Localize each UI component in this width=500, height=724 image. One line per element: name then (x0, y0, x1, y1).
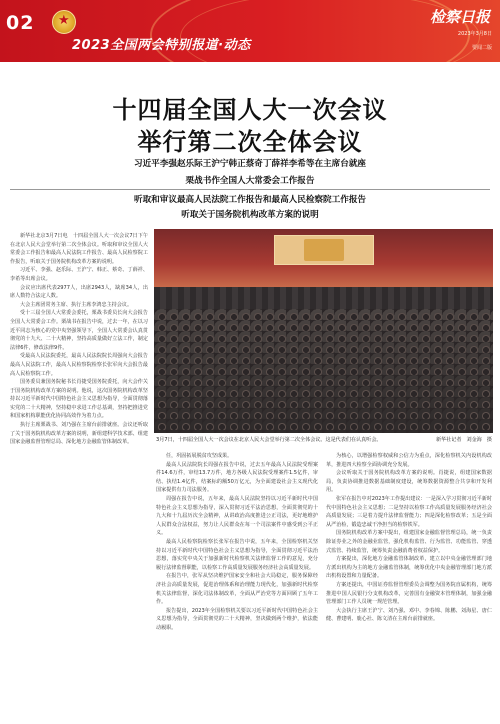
assembly-hall-photo (154, 229, 493, 433)
paragraph: 会议听取关于国务院机构改革方案的说明。肖捷说，组建国家数据局，负责协调推进数据基础制度建设，统筹数据资源整合共享和开发利用。 (326, 470, 492, 494)
paragraph: 任，巩固拓展脱贫攻坚成果。 (166, 453, 233, 459)
page-masthead (0, 0, 500, 62)
paragraph: 会议应出席代表2977人，出席2943人，缺席34人，出席人数符合法定人数。 (10, 284, 148, 300)
article-column-3 (326, 452, 492, 718)
delegates-crowd (154, 309, 493, 433)
paragraph: 大会执行主席王沪宁、刘乃强、邓中、李春锦、陈鹏、刘海星、唐仁健、曹建明、鹿心社、陈文清在主席台前排就座。 (326, 607, 492, 623)
issue-date: 2023年3月8日 (457, 31, 492, 37)
paragraph: 报告提出，2023年全国检察机关要以习近平新时代中国特色社会主义思想为指导，全面贯彻党的二十大精神，坚决做到两个维护，依法能动履职。 (156, 607, 318, 631)
photo-credit: 新华社记者 刘金海 摄 (435, 437, 492, 443)
subheadline: 听取和审议最高人民法院工作报告和最高人民检察院工作报告 (133, 195, 367, 205)
paragraph: 在报告中，张军从坚决维护国家安全和社会大局稳定，服务保障经济社会高质量发展，促进治理体系和治理能力现代化，加强新时代检察机关法律监督，深化司法体制改革，全面从严治党等方面回顾了五年工作。 (156, 573, 318, 606)
paragraph: 执行主席栗战书、刘乃强在主席台前排就座。会议还听取了关于国务院机构改革方案的说明，新组建科学技术部、组建国家金融监督管理总局、深化地方金融监管体制改革。 (10, 422, 148, 446)
headline-line-2: 举行第二次全体会议 (137, 127, 363, 156)
paragraph: 受最高人民法院委托，最高人民法院院长周强向大会报告最高人民法院工作，最高人民检察院检察长张军向大会报告最高人民检察院工作。 (10, 353, 148, 377)
paragraph: 周强在报告中说，五年来，最高人民法院坚持以习近平新时代中国特色社会主义思想为指导，深入贯彻习近平法治思想，全面贯彻党的十九大和十九届历次全会精神，从讲政治高度推进公正司法，更好地维护人民群众合法权益，努力让人民群众在每一个司法案件中感受到公平正义。 (156, 495, 318, 537)
paragraph: 大会主席团常务主席、执行主席李鸿忠主持会议。 (20, 301, 133, 308)
rostrum (154, 287, 493, 309)
paragraph: 国务委员兼国务院秘书长肖捷受国务院委托，向大会作关于国务院机构改革方案的说明。他说，这次国务院机构改革坚持以习近平新时代中国特色社会主义思想为指导，全面贯彻落实党的二十大精神，坚持稳中求进工作总基调，坚持把推进党和国家机构职能优化协同高效作为着力点。 (10, 379, 148, 420)
page-desk: 要闻二版 (471, 45, 492, 51)
stage-emblem (304, 239, 344, 261)
paragraph: 张军在报告中对2023年工作提出建议：一是深入学习贯彻习近平新时代中国特色社会主义思想；二是坚持以检察工作高质量发展服务经济社会高质量发展；三是着力提升法律监督能力；四是深化检察改革；五是全面从严治检，锻造忠诚干净担当的检察铁军。 (326, 495, 492, 528)
photo-caption (156, 437, 492, 444)
paragraph: 方案还提出，中国证券监督管理委员会调整为国务院直属机构，统筹推进中国人民银行分支机构改革，完善国有金融资本管理体制，加强金融管理部门工作人员统一规范管理。 (326, 581, 492, 606)
divider (10, 189, 490, 190)
paragraph: 方案提出，深化地方金融监管体制改革，建立以中央金融管理部门地方派出机构为主的地方金融监管体制，统筹优化中央金融管理部门地方派出机构设置和力量配备。 (326, 556, 492, 580)
newspaper-logo: 检察日报 (429, 8, 490, 26)
subheadline: 习近平李强赵乐际王沪宁韩正蔡奇丁薛祥李希等在主席台就座 (133, 159, 367, 169)
article-column-2 (156, 452, 318, 718)
paragraph: 最高人民检察院检察长张军在报告中说，五年来，全国检察机关坚持以习近平新时代中国特色社会主义思想为指导，全面贯彻习近平法治思想，落实党中央关于加强新时代检察机关法律监督工作的意见，充分履行法律监督职能，以检察工作高质量发展服务经济社会高质量发展。 (156, 538, 318, 571)
subheadline: 栗战书作全国人大常委会工作报告 (185, 176, 315, 186)
subheadline: 听取关于国务院机构改革方案的说明 (181, 210, 319, 220)
section-title: 2023全国两会特别报道·动态 (72, 38, 251, 53)
paragraph: 最高人民法院院长周强在报告中说，过去五年最高人民法院受理案件14.6万件，审结13.7万件，地方各级人民法院受理案件1.5亿件，审结、执结1.4亿件，结案标的额50万亿元，为全面建设社会主义现代化国家提供有力司法服务。 (156, 461, 318, 494)
article-column-1 (10, 232, 148, 718)
headline-line-1: 十四届全国人大一次会议 (112, 95, 388, 124)
national-emblem-icon (52, 10, 76, 34)
paragraph: 习近平、李强、赵乐际、王沪宁、韩正、蔡奇、丁薛祥、李希等出席会议。 (10, 267, 148, 282)
paragraph: 国务院机构改革方案中提出，组建国家金融监督管理总局，统一负责除证券业之外的金融业监管，强化机构监管、行为监管、功能监管、穿透式监管、持续监管，统筹负责金融消费者权益保护。 (326, 530, 492, 554)
caption-text: 3月7日，十四届全国人大一次会议在北京人民大会堂举行第二次全体会议。这是代表们在认真听会。 (156, 437, 382, 443)
paragraph: 受十三届全国人大常委会委托，栗战书委员长向大会报告全国人大常委会工作。栗战书在报告中说，过去一年，在以习近平同志为核心的党中央坚强领导下，全国人大常委会认真贯彻党的十九大、二十大精神，坚持高质量做好立法工作，制定法律6件，修改法律9件。 (10, 310, 148, 351)
paragraph: 为核心，以增强检察权威和公信力为重点，深化检察机关内设机构改革，推进四大检察全面协调充分发展。 (326, 453, 492, 468)
page-number: 02 (6, 12, 35, 34)
paragraph: 新华社北京3月7日电 十四届全国人大一次会议7日下午在北京人民大会堂举行第二次全体会议。听取和审议全国人大常委会工作报告和最高人民法院工作报告、最高人民检察院工作报告，听取关于国务院机构改革方案的说明。 (10, 233, 148, 265)
